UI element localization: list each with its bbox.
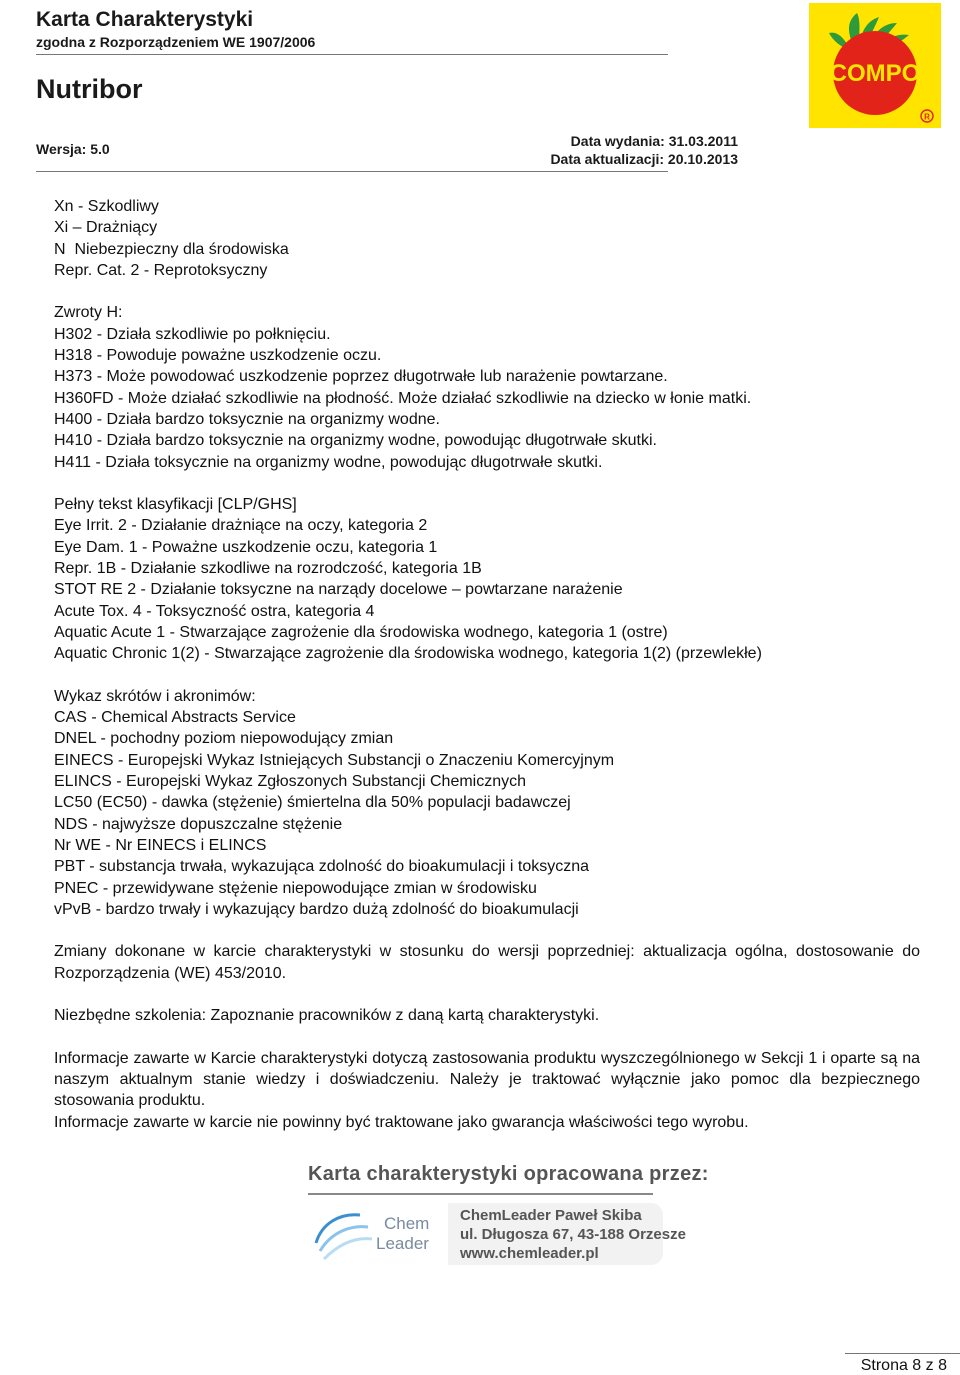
abbreviations-section (54, 686, 920, 920)
abbreviation-item: DNEL - pochodny poziom niepowodujący zmian (54, 730, 394, 748)
compo-logo (809, 3, 941, 128)
h-phrase-item: H373 - Może powodować uszkodzenie poprzez długotrwałe lub narażenie powtarzane. (54, 368, 668, 386)
chemleader-banner (308, 1163, 709, 1263)
abbreviation-item: Nr WE - Nr EINECS i ELINCS (54, 836, 267, 854)
page-number: Strona 8 z 8 (860, 1357, 947, 1374)
issue-date: Data wydania: 31.03.2011 (570, 133, 738, 149)
h-phrase-item: H411 - Działa toksycznie na organizmy wodne, powodując długotrwałe skutki. (54, 453, 603, 471)
classification-heading: Pełny tekst klasyfikacji [CLP/GHS] (54, 496, 297, 514)
logo-line-chem: Chem (384, 1214, 430, 1233)
warranty-paragraph: Informacje zawarte w karcie nie powinny być traktowane jako gwarancja właściwości tego wyrobu. (54, 1113, 749, 1131)
abbreviation-item: NDS - najwyższe dopuszczalne stężenie (54, 815, 343, 833)
document-subtitle: zgodna z Rozporządzeniem WE 1907/2006 (36, 34, 316, 50)
hazard-symbol: Xi – Drażniący (54, 219, 158, 237)
h-phrases-section (54, 302, 920, 472)
banner-title: Karta charakterystyki opracowana przez: (308, 1163, 709, 1185)
logo-line-leader: Leader (376, 1234, 429, 1253)
hazard-symbols-list (54, 196, 920, 281)
header-divider-bottom (36, 171, 668, 172)
classification-item: STOT RE 2 - Działanie toksyczne na narządy docelowe – powtarzane narażenie (54, 581, 623, 599)
abbreviation-item: EINECS - Europejski Wykaz Istniejących Substancji o Znaczeniu Komercyjnym (54, 751, 615, 769)
classification-item: Aquatic Acute 1 - Stwarzające zagrożenie dla środowiska wodnego, kategoria 1 (ostre) (54, 623, 668, 641)
h-phrase-item: H410 - Działa bardzo toksycznie na organizmy wodne, powodując długotrwałe skutki. (54, 432, 657, 450)
abbreviation-item: vPvB - bardzo trwały i wykazujący bardzo dużą zdolność do bioakumulacji (54, 900, 579, 918)
company-address: ul. Długosza 67, 43-188 Orzesze (460, 1226, 686, 1243)
version-label: Wersja: 5.0 (36, 141, 110, 157)
product-name: Nutribor (36, 74, 143, 104)
disclaimer-paragraph: Informacje zawarte w Karcie charakterystyki dotyczą zastosowania produktu wyszczególnionego w Sekcji 1 i oparte są na naszym aktualnym stanie wiedzy i doświadczeniu. Należy je traktować wyłącznie jako pomoc dla bezpiecznego stosowania produktu. (54, 1049, 920, 1110)
chemleader-logo (310, 1203, 450, 1263)
changes-paragraph: Zmiany dokonane w karcie charakterystyki w stosunku do wersji poprzedniej: aktualizacja ogólna, dostosowanie do Rozporządzenia (WE) 453/2010. (54, 943, 920, 982)
h-phrase-item: H400 - Działa bardzo toksycznie na organizmy wodne. (54, 410, 440, 428)
hazard-symbol: Xn - Szkodliwy (54, 198, 159, 215)
abbreviation-item: ELINCS - Europejski Wykaz Zgłoszonych Substancji Chemicznych (54, 773, 527, 791)
h-phrases-heading: Zwroty H: (54, 304, 123, 322)
classification-item: Aquatic Chronic 1(2) - Stwarzające zagrożenie dla środowiska wodnego, kategoria 1(2) (przewlekłe) (54, 645, 762, 663)
header-dates (550, 132, 738, 168)
abbreviation-item: CAS - Chemical Abstracts Service (54, 709, 296, 727)
abbreviation-item: LC50 (EC50) - dawka (stężenie) śmiertelna dla 50% populacji badawczej (54, 794, 571, 812)
sds-section-16-content (54, 196, 920, 1133)
h-phrase-item: H318 - Powoduje poważne uszkodzenie oczu. (54, 347, 382, 365)
h-phrase-item: H302 - Działa szkodliwie po połknięciu. (54, 325, 331, 343)
abbreviation-item: PNEC - przewidywane stężenie niepowodujące zmian w środowisku (54, 879, 537, 897)
classification-item: Eye Dam. 1 - Poważne uszkodzenie oczu, kategoria 1 (54, 538, 438, 556)
abbreviations-heading: Wykaz skrótów i akronimów: (54, 687, 256, 705)
banner-contact-box (448, 1203, 686, 1265)
banner-divider (308, 1193, 653, 1195)
classification-item: Repr. 1B - Działanie szkodliwe na rozrodczość, kategoria 1B (54, 560, 482, 578)
header-divider-top (36, 54, 668, 55)
registered-mark: R (924, 112, 930, 122)
classification-item: Acute Tox. 4 - Toksyczność ostra, kategoria 4 (54, 602, 375, 620)
chemleader-logo-icon (316, 1215, 372, 1259)
abbreviation-item: PBT - substancja trwała, wykazująca zdolność do bioakumulacji i toksyczna (54, 858, 590, 876)
company-website[interactable]: www.chemleader.pl (460, 1245, 599, 1262)
update-date: Data aktualizacji: 20.10.2013 (550, 151, 738, 167)
classification-item: Eye Irrit. 2 - Działanie drażniące na oczy, kategoria 2 (54, 517, 428, 535)
classification-section (54, 494, 920, 664)
document-title: Karta Charakterystyki (36, 8, 254, 31)
logo-text: COMPO (829, 60, 921, 87)
hazard-symbol: Repr. Cat. 2 - Reprotoksyczny (54, 261, 268, 279)
training-paragraph: Niezbędne szkolenia: Zapoznanie pracowników z daną kartą charakterystyki. (54, 1007, 600, 1025)
company-name: ChemLeader Paweł Skiba (460, 1207, 642, 1224)
h-phrase-item: H360FD - Może działać szkodliwie na płodność. Może działać szkodliwie na dziecko w łonie matki. (54, 389, 752, 407)
page-footer-divider (845, 1353, 960, 1354)
hazard-symbol: N Niebezpieczny dla środowiska (54, 240, 289, 258)
